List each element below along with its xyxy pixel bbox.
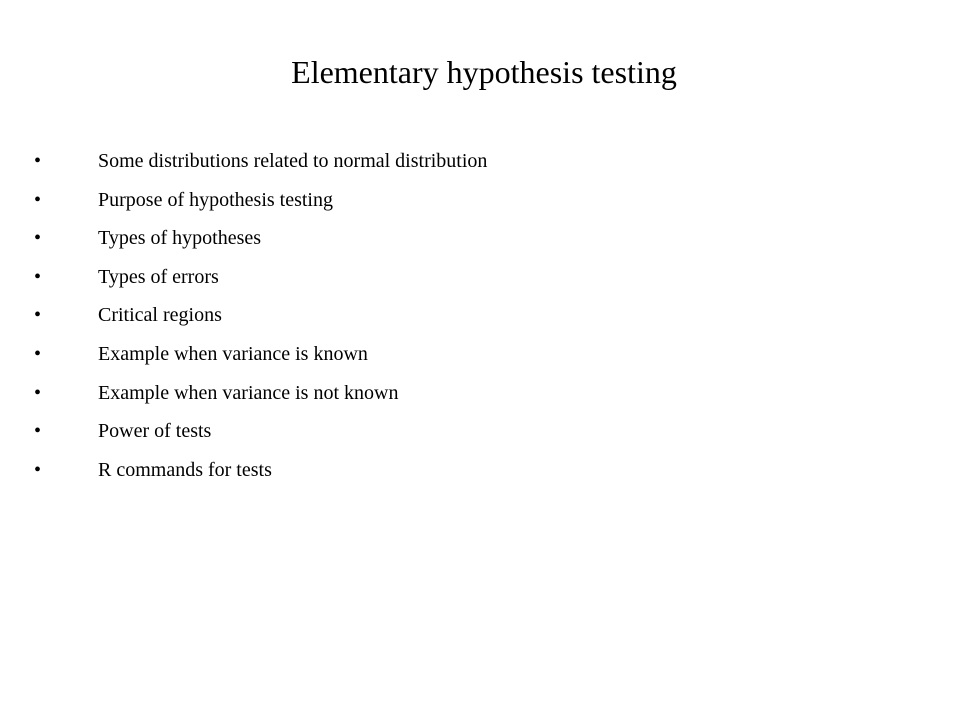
list-item-text: Critical regions — [98, 304, 222, 327]
bullet-icon: • — [34, 381, 42, 404]
slide-title: Elementary hypothesis testing — [291, 54, 677, 90]
list-item-text: Types of errors — [98, 265, 219, 288]
bullet-icon: • — [34, 227, 42, 250]
list-item-text: Purpose of hypothesis testing — [98, 188, 333, 211]
bullet-icon: • — [34, 458, 42, 481]
bullet-icon: • — [34, 304, 42, 327]
list-item-text: Types of hypotheses — [98, 227, 262, 250]
list-item-text: R commands for tests — [98, 458, 272, 481]
bullet-icon: • — [34, 420, 42, 443]
list-item-text: Power of tests — [98, 420, 212, 443]
bullet-icon: • — [34, 265, 42, 288]
list-item-text: Example when variance is known — [98, 342, 368, 365]
bullet-icon: • — [34, 342, 42, 365]
bullet-icon: • — [34, 150, 42, 172]
list-item-text: Example when variance is not known — [98, 381, 399, 404]
list-item-text: Some distributions related to normal distribution — [98, 150, 488, 172]
bullet-icon: • — [34, 188, 42, 211]
